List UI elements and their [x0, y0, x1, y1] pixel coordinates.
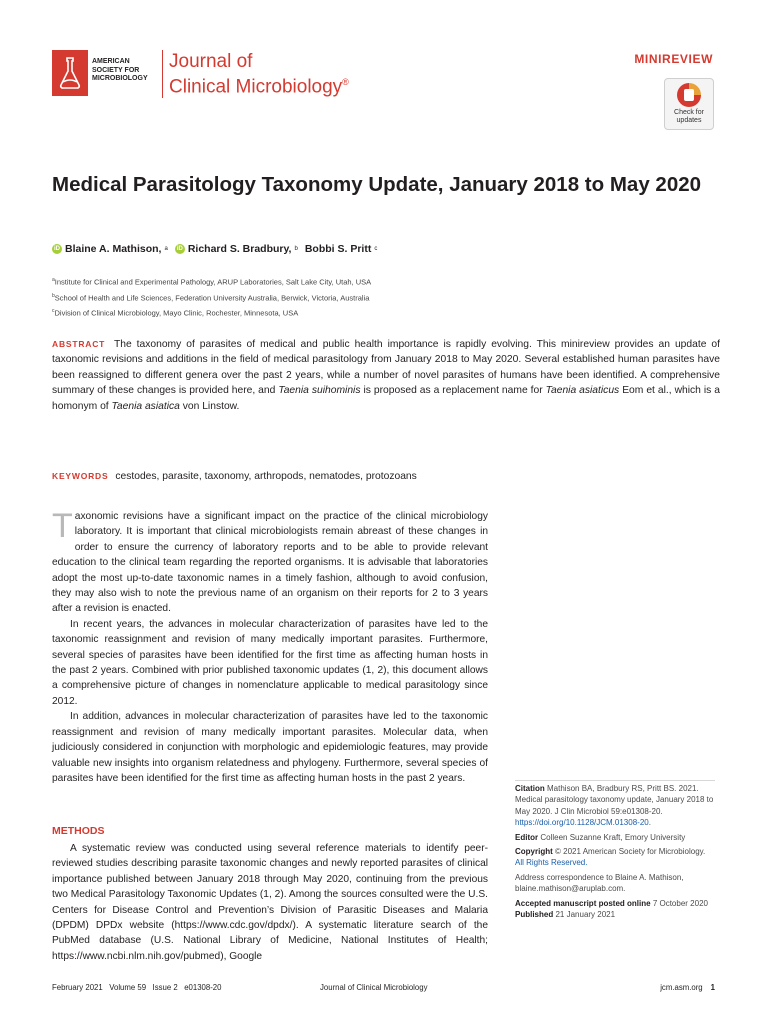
- body-text: [52, 509, 488, 786]
- journal-name-line2: Clinical Microbiology: [169, 76, 343, 98]
- affiliation: $^b$School of Health and Life Sciences, Federation University Australia, Berwick, Victoria, Australia: [52, 293, 370, 303]
- accepted-date: Accepted manuscript posted online 7 October 2020: [515, 898, 708, 908]
- drop-cap: T: [52, 507, 73, 545]
- pubmed-link[interactable]: https://www.ncbi.nlm.nih.gov/pubmed: [52, 950, 221, 962]
- abstract: ABSTRACT The taxonomy of parasites of medical and public health importance is rapidly evolving. This minireview provides an update of taxonomic revisions and additions in the field of medical parasitology from January 2018 to May 2020. Several established human parasites have been reassigned to different genera over the past 2 years, while a number of novel parasites of humans have been identified. A comprehensive summary of these changes is provided here, and Taenia suihominis is proposed as a replacement name for Taenia asiaticus Eom et al., which is a homonym of Taenia asiatica von Linstow.: [52, 339, 720, 412]
- author-list: [52, 243, 377, 255]
- published-date: Published 21 January 2021: [515, 910, 616, 920]
- crossmark-icon: [677, 83, 701, 107]
- abstract-label: ABSTRACT: [52, 339, 106, 349]
- editor-block: Editor Colleen Suzanne Kraft, Emory University: [515, 832, 686, 842]
- rights-link[interactable]: All Rights Reserved.: [515, 858, 588, 868]
- flask-icon: [58, 56, 82, 90]
- journal-name-line1: Journal of: [169, 51, 253, 72]
- society-name: AMERICAN SOCIETY FOR MICROBIOLOGY: [92, 58, 148, 82]
- section-heading-methods: METHODS: [52, 825, 105, 837]
- journal-url[interactable]: jcm.asm.org: [660, 983, 703, 992]
- paragraph: Taxonomic revisions have a significant impact on the practice of the clinical microbiology laboratory. It is important that clinical microbiologists remain abreast of these changes in order to ensure the currency of laboratory reports and to be able to provide relevant education to the clinical team regarding the reported organisms. It is advisable that laboratories adopt the most up-to-date taxonomic names in a timely fashion, although to avoid confusion, they may also wish to note the previous name of an organism on their reports for 2 to 3 years after a revision is enacted.: [52, 507, 488, 615]
- author-affil-mark: a: [164, 246, 168, 252]
- methods-text: A systematic review was conducted using several reference materials to identify peer-reviewed studies describing parasite taxonomic changes and newly reported parasites of clinical importance published between January 2018 through May 2020, continuing from the previous two Medical Parasitology Taxonomic Updates (1, 2). Among the sources consulted were the U.S. Centers for Disease Control and Prevention’s Division of Parasitic Diseases and Malaria (DPDM) DPDx website (https://www.cdc.gov/dpdx/). A systematic literature search of the PubMed database (U.S. National Library of Medicine, National Institutes of Health; https://www.ncbi.nlm.nih.gov/pubmed), Google: [52, 843, 488, 962]
- citation-block: Citation Mathison BA, Bradbury RS, Pritt BS. 2021. Medical parasitology taxonomy update, January 2018 to May 2020. J Clin Microbiol 59:e01308-20. https://doi.org/10.1128/JCM.01308-20.: [515, 784, 714, 828]
- keywords-text: cestodes, parasite, taxonomy, arthropods, nematodes, protozoans: [115, 471, 417, 482]
- author-name[interactable]: Richard S. Bradbury,: [187, 243, 292, 255]
- affiliation: $^c$Division of Clinical Microbiology, Mayo Clinic, Rochester, Minnesota, USA: [52, 308, 299, 318]
- page-number: 1: [710, 983, 715, 992]
- author-name[interactable]: Blaine A. Mathison,: [65, 243, 162, 255]
- journal-header: [52, 50, 349, 98]
- paragraph: In addition, advances in molecular characterization of parasites have led to the taxonomic reassignment and revision of many medically important parasites. Molecular data, when judiciously considered in conjunction with morphologic and epidemiologic features, may provide valuable new insights into organism relatedness and phylogeny. Furthermore, several species of parasites have been identified for the first time as affecting human hosts in the past 2 years.: [52, 711, 488, 784]
- check-for-updates-label: Check for updates: [674, 109, 704, 124]
- keywords-label: KEYWORDS: [52, 471, 109, 481]
- registered-mark: ®: [342, 77, 349, 87]
- affiliation: $^a$Institute for Clinical and Experimental Pathology, ARUP Laboratories, Salt Lake City, Utah, USA: [52, 277, 372, 287]
- author-affil-mark: b: [294, 246, 298, 252]
- author-affil-mark: c: [374, 246, 378, 252]
- dpdx-link[interactable]: https://www.cdc.gov/dpdx/: [174, 920, 293, 932]
- orcid-icon[interactable]: iD: [54, 246, 60, 252]
- footer-journal-name: Journal of Clinical Microbiology: [320, 983, 428, 992]
- doi-link[interactable]: https://doi.org/10.1128/JCM.01308-20: [515, 818, 649, 828]
- journal-name[interactable]: [162, 50, 349, 98]
- paragraph: In recent years, the advances in molecular characterization of parasites have led to the taxonomic reassignment and revision of many medically important parasites. Furthermore, several species of parasites have been identified for the first time as affecting human hosts in the past 2 years. Combined with prior published taxonomic updates (1, 2), this document allows a comprehensive picture of changes in nomenclature applicable to medical parasitology since 2012.: [52, 618, 488, 707]
- issue-info: February 2021 Volume 59 Issue 2 e01308-20: [52, 983, 222, 992]
- keywords: [52, 471, 417, 482]
- correspondence-block: Address correspondence to Blaine A. Mathison, blaine.mathison@aruplab.com.: [515, 872, 684, 894]
- orcid-icon[interactable]: iD: [176, 246, 183, 252]
- article-title: Medical Parasitology Taxonomy Update, January 2018 to May 2020: [52, 173, 702, 196]
- footer-right: [660, 983, 715, 992]
- copyright-block: Copyright © 2021 American Society for Microbiology. All Rights Reserved.: [515, 847, 706, 868]
- article-info-sidebar: [515, 780, 715, 920]
- asm-logo: [52, 50, 88, 96]
- article-type: MINIREVIEW: [634, 52, 713, 66]
- author-name[interactable]: Bobbi S. Pritt: [304, 243, 372, 255]
- check-for-updates-button[interactable]: [664, 78, 714, 130]
